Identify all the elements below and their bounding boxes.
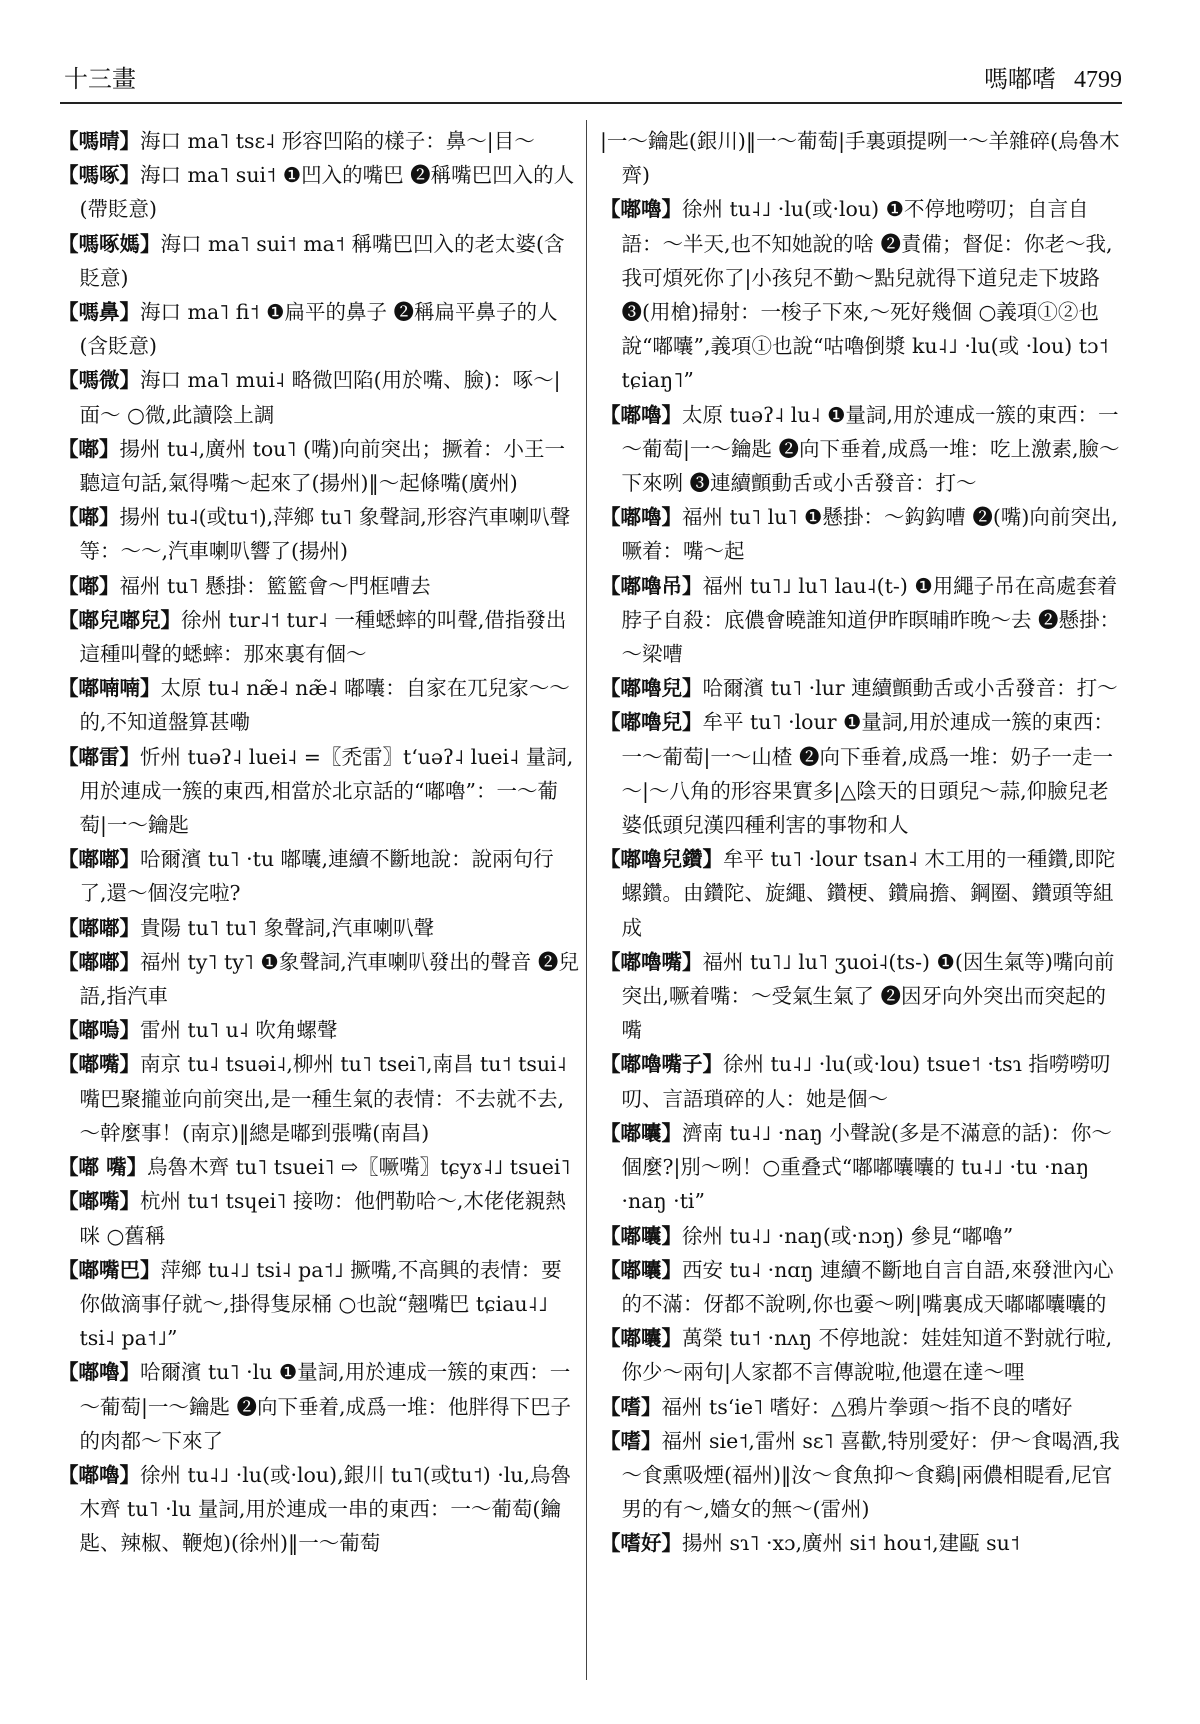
page-header: [60, 58, 1122, 104]
entry-headword: 【嘟嚕兒】: [600, 710, 703, 735]
dictionary-entry: [600, 1219, 1122, 1253]
entry-headword: 【嘟雷】: [58, 744, 140, 769]
entry-headword: 【嘟嘴】: [58, 1052, 140, 1077]
entry-headword: 【嘟嚕】: [600, 402, 682, 427]
dictionary-entry: [58, 1150, 580, 1184]
entry-headword: 【嘟嘟】: [58, 847, 140, 872]
dictionary-entry: [58, 1047, 580, 1150]
entry-headword: 【嘟】: [58, 436, 120, 461]
entry-headword: 【嗎晴】: [58, 129, 140, 153]
dictionary-entry: [600, 842, 1122, 945]
dictionary-entry: [58, 1184, 580, 1252]
entry-definition: 揚州 sɿ˥ ·xɔ,廣州 si˦ hou˦,建甌 su˦: [682, 1531, 1020, 1556]
entry-headword: 【嘟嚕】: [600, 197, 682, 222]
entry-definition: 徐州 tur˨˦ tur˨ 一種蟋蟀的叫聲,借指發出這種叫聲的蟋蟀：那來裏有個～: [79, 607, 567, 667]
entry-headword: 【嘟兒嘟兒】: [58, 607, 181, 632]
dictionary-entry: [58, 740, 580, 843]
entry-headword: 【嗜好】: [600, 1531, 682, 1556]
entry-headword: 【嘟嘴】: [58, 1189, 140, 1214]
dictionary-entry: [58, 1355, 580, 1458]
entry-definition: 福州 tu˥˩ lu˥ ʒuoi˨(ts-) ❶(因生氣等)嘴向前突出,噘着嘴：～受氣生氣了 ❷因牙向外突出而突起的嘴: [621, 949, 1115, 1043]
entry-definition: 西安 tu˨ ·nɑŋ 連續不斷地自言自語,來發泄內心的不滿：伢都不說咧,你也嫑～咧|嘴裏成天嘟嘟囔囔的: [621, 1257, 1114, 1316]
entry-definition: |一～鑰匙(銀川)‖一～葡萄|手裏頭提咧一～羊雜碎(烏魯木齊): [600, 129, 1120, 188]
entry-definition: 福州 tsʻie˥ 嗜好：△鴉片拳頭～指不良的嗜好: [661, 1394, 1073, 1419]
entry-definition: 福州 tu˥˩ lu˥ lau˨(t-) ❶用繩子吊在高處套着脖子自殺：底儂會曉誰知道伊昨暝晡昨晚～去 ❷懸掛：～梁嘈: [621, 573, 1121, 667]
entry-definition: 濟南 tu˨˩ ·naŋ 小聲說(多是不滿意的話)：你～個麼?|別～咧！○重叠式“嘟嘟囔囔的 tu˨˩ ·tu ·naŋ ·naŋ ·ti”: [621, 1120, 1112, 1214]
dictionary-entry: [58, 158, 580, 226]
entry-headword: 【嘟嚕吊】: [600, 573, 703, 598]
entry-definition: 揚州 tu˨(或tu˦),萍鄉 tu˥ 象聲詞,形容汽車喇叭聲等：～～,汽車喇叭響了(揚州): [79, 505, 571, 564]
dictionary-entry: [600, 1321, 1122, 1389]
entry-definition: 海口 ma˥ sui˦ ma˦ 稱嘴巴凹入的老太婆(含貶意): [79, 231, 565, 290]
dictionary-entry: [58, 911, 580, 945]
dictionary-entry: [58, 1253, 580, 1356]
entry-headword: 【嘟嘟】: [58, 949, 140, 974]
dictionary-entry: [58, 569, 580, 603]
dictionary-entry: [600, 500, 1122, 568]
entry-headword: 【嘟囔】: [600, 1223, 682, 1248]
entry-definition: 福州 tu˥ 懸掛：籃籃會～門框嘈去: [119, 573, 431, 598]
dictionary-entry: [600, 671, 1122, 705]
entry-definition: 哈爾濱 tu˥ ·tu 嘟囔,連續不斷地說：說兩句行了,還～個沒完啦?: [79, 847, 554, 906]
dictionary-entry: [58, 1013, 580, 1047]
entry-definition: 烏魯木齊 tu˥ tsuei˥ ⇨〖噘嘴〗tɕyɤ˨˩ tsuei˥: [147, 1155, 571, 1180]
dictionary-entry: [58, 124, 580, 158]
dictionary-entry: [58, 295, 580, 363]
entry-headword: 【嘟嘴巴】: [58, 1257, 161, 1282]
dictionary-entry: [58, 363, 580, 431]
entry-headword: 【嘟嗚】: [58, 1018, 140, 1043]
entry-definition: 萬榮 tu˦ ·nʌŋ 不停地說：娃娃知道不對就行啦,你少～兩句|人家都不言傳說啦,他還在達～哩: [621, 1326, 1113, 1385]
entry-headword: 【嘟囔】: [600, 1257, 682, 1282]
entry-definition: 海口 ma˥ tsɛ˨ 形容凹陷的樣子：鼻～|目～: [140, 129, 535, 153]
dictionary-entry: [600, 1526, 1122, 1560]
dictionary-entry: [600, 705, 1122, 842]
dictionary-entry: [58, 671, 580, 739]
entry-definition: 徐州 tu˨˩ ·naŋ(或·nɔŋ) 參見“嘟嚕”: [682, 1223, 1014, 1248]
page-running-head: [984, 59, 1122, 94]
left-column: [58, 124, 580, 1561]
page-number: 4799: [1074, 67, 1122, 93]
dictionary-entry: [600, 1116, 1122, 1219]
entry-definition: 牟平 tu˥ ·lour tsan˨ 木工用的一種鑽,即陀螺鑽。由鑽陀、旋繩、鑽梗、鑽扁擔、鋼圈、鑽頭等組成: [621, 847, 1116, 940]
entry-headword: 【嗎微】: [58, 368, 140, 393]
entry-headword: 【嘟嚕】: [600, 505, 682, 530]
entry-headword: 【嘟嚕】: [58, 1360, 140, 1385]
dictionary-entry: [58, 1458, 580, 1561]
entry-definition: 萍鄉 tu˨˩ tsi˨ pa˦˩ 撅嘴,不高興的表情：要你做滴事仔就～,掛得隻尿桶 ○也說“翹嘴巴 tɕiau˨˩ tsi˨ pa˦˩”: [79, 1257, 562, 1351]
entry-headword: 【嘟嘟】: [58, 915, 140, 940]
dictionary-entry: [58, 945, 580, 1013]
entry-definition: 揚州 tu˨,廣州 tou˥ (嘴)向前突出；撅着：小王一聽這句話,氣得嘴～起來了(揚州)‖～起條嘴(廣州): [79, 436, 566, 496]
entry-headword: 【嘟嚕嘴】: [600, 949, 703, 974]
running-headwords: 嗎嘟嗜: [984, 65, 1056, 93]
dictionary-entry: [58, 842, 580, 910]
dictionary-entry: [600, 945, 1122, 1048]
entry-headword: 【嘟囔】: [600, 1326, 682, 1351]
dictionary-entry: [58, 603, 580, 671]
entry-headword: 【嗎鼻】: [58, 300, 140, 325]
entry-headword: 【嘟】: [58, 505, 120, 530]
dictionary-entry: [600, 192, 1122, 397]
entry-definition: 牟平 tu˥ ·lour ❶量詞,用於連成一簇的東西：一～葡萄|一～山楂 ❷向下垂着,成爲一堆：奶子一走一～|～八角的形容果實多|△陰天的日頭兒～蒜,仰臉兒老婆低頭兒漢四種利害的事物和人: [621, 710, 1114, 838]
dictionary-entry: [58, 500, 580, 568]
entry-definition: 哈爾濱 tu˥ ·lu ❶量詞,用於連成一簇的東西：一～葡萄|一～鑰匙 ❷向下垂着,成爲一堆：他胖得下巴子的肉都～下來了: [79, 1360, 571, 1453]
entry-headword: 【嘟喃喃】: [58, 676, 161, 701]
entry-definition: 南京 tu˨ tsuəi˨,柳州 tu˥ tsei˥,南昌 tu˦ tsui˨ 嘴巴聚攏並向前突出,是一種生氣的表情：不去就不去,～幹麼事！(南京)‖總是嘟到張嘴(南昌): [79, 1052, 567, 1145]
entry-headword: 【嘟 嘴】: [58, 1155, 148, 1180]
entry-headword: 【嗜】: [600, 1394, 662, 1419]
entry-definition: 雷州 tu˥ u˨ 吹角螺聲: [140, 1018, 338, 1043]
dictionary-entry: [600, 1253, 1122, 1321]
dictionary-entry: [600, 124, 1122, 192]
entry-definition: 太原 tuəʔ˨ lu˨ ❶量詞,用於連成一簇的東西：一～葡萄|一～鑰匙 ❷向下垂着,成爲一堆：吃上激素,臉～下來咧 ❸連續顫動舌或小舌發音：打～: [621, 402, 1120, 496]
dictionary-entry: [600, 1424, 1122, 1527]
right-column: [600, 124, 1122, 1561]
entry-definition: 太原 tu˨ næ̃˨ næ̃˨ 嘟囔：自家在兀兒家～～的,不知道盤算甚嘞: [79, 676, 570, 735]
dictionary-entry: [600, 398, 1122, 501]
section-label: 十三畫: [64, 65, 136, 93]
entry-definition: 貴陽 tu˥ tu˥ 象聲詞,汽車喇叭聲: [140, 915, 435, 940]
entry-headword: 【嗎啄】: [58, 163, 140, 188]
entry-definition: 福州 sie˦,雷州 sɛ˥ 喜歡,特別愛好：伊～食喝酒,我～食熏吸煙(福州)‖汝～食魚抑～食鷄|兩儂相睼看,尼官男的有～,嬙女的無～(雷州): [621, 1428, 1120, 1522]
dictionary-entry: [58, 227, 580, 295]
entry-definition: 徐州 tu˨˩ ·lu(或·lou) tsue˦ ·tsɿ 指嘮嘮叨叨、言語瑣碎的人：她是個～: [621, 1052, 1111, 1111]
entry-headword: 【嘟嚕嘴子】: [600, 1052, 723, 1077]
column-divider: [586, 120, 587, 1680]
dictionary-entry: [58, 432, 580, 500]
entry-headword: 【嗎啄媽】: [58, 231, 161, 256]
dictionary-entry: [600, 1047, 1122, 1115]
entry-definition: 忻州 tuəʔ˨ luei˨ =〖禿雷〗tʻuəʔ˨ luei˨ 量詞,用於連成一簇的東西,相當於北京話的“嘟嚕”：一～葡萄|一～鑰匙: [79, 744, 574, 838]
entry-definition: 徐州 tu˨˩ ·lu(或·lou),銀川 tu˥(或tu˦) ·lu,烏魯木齊 tu˥ ·lu 量詞,用於連成一串的東西：一～葡萄(鑰匙、辣椒、鞭炮)(徐州)‖一～葡萄: [79, 1462, 572, 1556]
entry-headword: 【嗜】: [600, 1428, 662, 1453]
entry-definition: 海口 ma˥ fi˦ ❶扁平的鼻子 ❷稱扁平鼻子的人(含貶意): [79, 300, 558, 359]
entry-headword: 【嘟嚕兒】: [600, 676, 703, 701]
entry-headword: 【嘟嚕】: [58, 1462, 140, 1487]
entry-definition: 杭州 tu˦ tsɥei˥ 接吻：他們勒哈～,木佬佬親熱咪 ○舊稱: [79, 1189, 566, 1248]
entry-definition: 哈爾濱 tu˥ ·lur 連續顫動舌或小舌發音：打～: [702, 676, 1118, 701]
entry-definition: 海口 ma˥ mui˨ 略微凹陷(用於嘴、臉)：啄～|面～ ○微,此讀陰上調: [79, 368, 561, 427]
entry-definition: 福州 tu˥ lu˥ ❶懸掛：～鈎鈎嘈 ❷(嘴)向前突出,噘着：嘴～起: [621, 505, 1118, 564]
dictionary-entry: [600, 1390, 1122, 1424]
entry-definition: 海口 ma˥ sui˦ ❶凹入的嘴巴 ❷稱嘴巴凹入的人(帶貶意): [79, 163, 575, 222]
entry-headword: 【嘟嚕兒鑽】: [600, 847, 723, 872]
entry-headword: 【嘟囔】: [600, 1120, 682, 1145]
entry-headword: 【嘟】: [58, 573, 120, 598]
entry-definition: 福州 ty˥ ty˥ ❶象聲詞,汽車喇叭發出的聲音 ❷兒語,指汽車: [79, 949, 579, 1009]
dictionary-entry: [600, 569, 1122, 672]
entry-definition: 徐州 tu˨˩ ·lu(或·lou) ❶不停地嘮叨；自言自語：～半天,也不知她說的啥 ❷責備；督促：你老～我,我可煩死你了|小孩兒不勤～點兒就得下道兒走下坡路 ❸(用槍)掃射：一梭子下來,～死好幾個 ○義項①②也說“嘟囔”,義項①也說“咕嚕倒漿 ku˨˩ ·lu(或 ·lou) tɔ˦ tɕiaŋ˥”: [621, 197, 1113, 393]
